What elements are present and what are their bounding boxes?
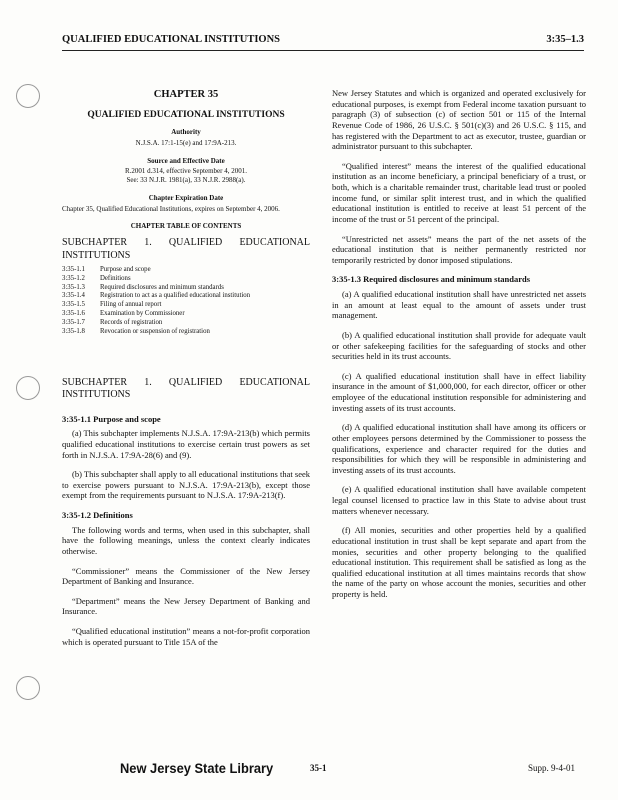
definition-commissioner: “Commissioner” means the Commissioner of the New Jersey Department of Banking and Insurance. (62, 565, 310, 587)
punch-hole-icon (16, 84, 40, 108)
toc-row: 3:35-1.6 Examination by Commissioner (62, 310, 185, 318)
subchapter-heading: SUBCHAPTER 1. QUALIFIED EDUCATIONAL INSTITUTIONS (62, 376, 310, 401)
toc-row: 3:35-1.3 Required disclosures and minimum standards (62, 283, 224, 291)
definition-qualified-interest: “Qualified interest” means the interest of the qualified educational institution as an income beneficiary, a principal beneficiary of a trust, or both, which is a charitable remainder trust, charitable lead trust or pooled income fund, or similar split interest trust, and in which the qualified educational institution is entitled to receive at least 51 percent of the income of the trust or 51 percent of the principal. (332, 160, 586, 224)
toc-row: 3:35-1.4 Registration to act as a qualified educational institution (62, 292, 251, 300)
toc-row: 3:35-1.7 Records of registration (62, 318, 163, 326)
chapter-number: CHAPTER 35 (153, 89, 219, 100)
section-1-3-heading: 3:35-1.3 Required disclosures and minimum standards (332, 274, 531, 285)
section-1-3-b: (b) A qualified educational institution shall provide for adequate vault or other safekeeping facilities for the safeguarding of stocks and other securities held in its trust accounts. (332, 329, 586, 362)
section-1-3-c: (c) A qualified educational institution shall have in effect liability insurance in the amount of $1,000,000, for each director, officer or other employee of the educational institution responsible for administering and investing assets of its trust accounts. (332, 370, 586, 413)
section-1-3-d: (d) A qualified educational institution shall have among its officers or other employees persons determined by the Commissioner to possess the qualifications, experience and character required for the duties and responsibilities for which they will be responsible in administering and investing assets of its trust accounts. (332, 422, 586, 475)
section-1-3-e: (e) A qualified educational institution shall have available competent legal counsel licensed to practice law in this State to advise about trust matters whenever necessary. (332, 484, 586, 516)
expiration-text: Chapter 35, Qualified Educational Institutions, expires on September 4, 2006. (62, 204, 280, 213)
definition-department: “Department” means the New Jersey Department of Banking and Insurance. (62, 595, 310, 617)
header-section: 3:35–1.3 (546, 34, 584, 45)
header-rule (62, 50, 584, 51)
section-1-1-a: (a) This subchapter implements N.J.S.A. 17:9A-213(b) which permits qualified educational institutions to exercise certain trust powers as set forth in N.J.S.A. 17:9A-28(6) and (9). (62, 428, 310, 460)
right-column (332, 88, 586, 609)
toc-row: 3:35-1.1 Purpose and scope (62, 266, 151, 273)
source-heading: Source and Effective Date (147, 156, 225, 165)
section-1-1-b: (b) This subchapter shall apply to all educational institutions that seek to exercise powers pursuant to N.J.S.A. 17:9A-213(b), except those exempt from the requirements pursuant to N.J.S.A. 17:9A-213(f). (62, 469, 310, 501)
page-number: 35-1 (310, 763, 327, 773)
header-title: QUALIFIED EDUCATIONAL INSTITUTIONS (62, 34, 281, 45)
expiration-heading: Chapter Expiration Date (148, 193, 224, 202)
section-1-2-heading: 3:35-1.2 Definitions (62, 510, 133, 520)
definition-qualified-institution-cont: New Jersey Statutes and which is organized and operated exclusively for educational purposes, is exempt from Federal income taxation pursuant to paragraph (3) of subsection (c) of section 501 or 115 of the Internal Revenue Code of 1986, 26 U.S.C. § 501(c)(3) and 26 U.S.C. § 115, and has registered with the Department to act as executor, trustee, guardian or administrator pursuant to this subchapter. (332, 88, 586, 152)
section-1-1-heading: 3:35-1.1 Purpose and scope (62, 413, 161, 424)
source-line-1: R.2001 d.314, effective September 4, 2001. (125, 167, 247, 176)
section-1-3-a: (a) A qualified educational institution shall have unrestricted net assets in an amount at least equal to the amount of assets under trust management. (332, 289, 586, 321)
section-1-3-f: (f) All monies, securities and other properties held by a qualified educational institution in trust shall be kept separate and apart from the monies, securities and other property belonging to the qualified educational institution. This requirement shall be satisfied as long as the qualified educational institution at all times maintains records that show the name of the party on whose account the monies, securities and other property is held. (332, 525, 586, 599)
library-watermark: New Jersey State Library (120, 760, 274, 776)
chapter-title: QUALIFIED EDUCATIONAL INSTITUTIONS (87, 110, 285, 121)
definition-unrestricted-net-assets: “Unrestricted net assets” means the part of the net assets of the educational institution that is neither permanently restricted nor temporarily restricted by donor imposed stipulations. (332, 233, 586, 265)
running-header (62, 34, 584, 45)
authority-text: N.J.S.A. 17:1-15(e) and 17:9A-213. (135, 138, 237, 147)
toc-subchapter: SUBCHAPTER 1. QUALIFIED EDUCATIONAL INSTITUTIONS (62, 237, 310, 261)
toc-row: 3:35-1.2 Definitions (62, 274, 131, 282)
authority-heading: Authority (171, 128, 201, 136)
toc-row: 3:35-1.8 Revocation or suspension of registration (62, 327, 210, 335)
left-column (62, 88, 310, 656)
punch-hole-icon (16, 676, 40, 700)
supplement-date: Supp. 9-4-01 (528, 763, 575, 773)
toc-heading: CHAPTER TABLE OF CONTENTS (130, 222, 242, 231)
table-of-contents (62, 266, 310, 337)
punch-hole-icon (16, 376, 40, 400)
source-line-2: See: 33 N.J.R. 1981(a), 33 N.J.R. 2988(a). (126, 176, 246, 184)
toc-row: 3:35-1.5 Filing of annual report (62, 301, 162, 309)
definitions-intro: The following words and terms, when used in this subchapter, shall have the following meanings, unless the context clearly indicates otherwise. (62, 524, 310, 556)
definition-qualified-institution: “Qualified educational institution” means a not-for-profit corporation which is operated pursuant to Title 15A of the (62, 626, 310, 647)
